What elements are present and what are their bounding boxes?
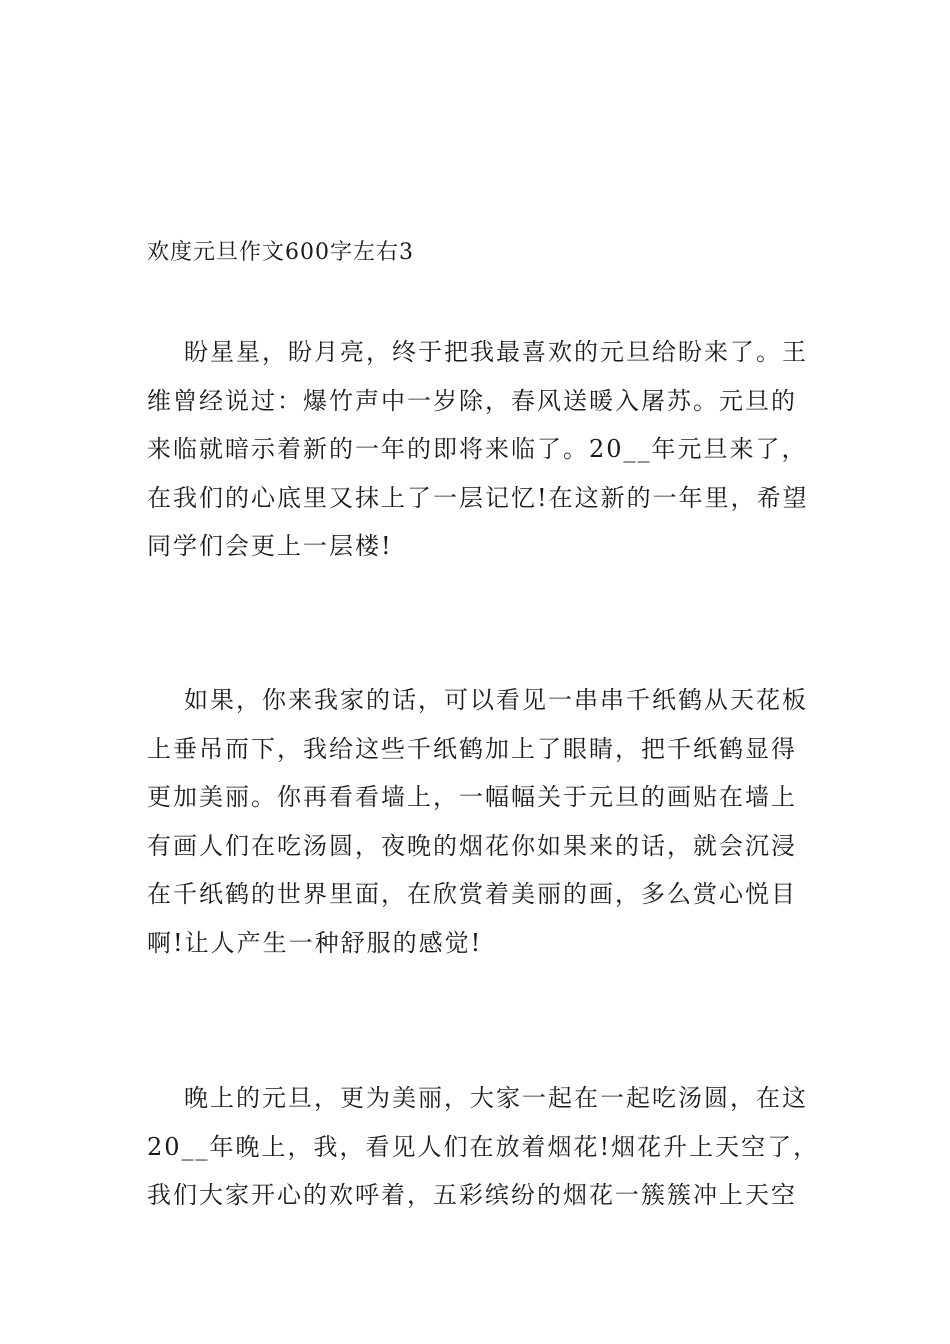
paragraph-line: 盼星星，盼月亮，终于把我最喜欢的元旦给盼来了。王 — [184, 338, 808, 366]
paragraph-line: 同学们会更上一层楼! — [147, 532, 393, 561]
paragraph-line: 我们大家开心的欢呼着，五彩缤纷的烟花一簇簇冲上天空 — [147, 1181, 797, 1210]
paragraph-line: 更加美丽。你再看看墙上，一幅幅关于元旦的画贴在墙上 — [147, 783, 797, 812]
paragraph-line: 在我们的心底里又抹上了一层记忆!在这新的一年里，希望 — [147, 483, 809, 512]
paragraph-line: 在千纸鹤的世界里面，在欣赏着美丽的画，多么赏心悦目 — [147, 880, 797, 909]
paragraph-line: 晚上的元旦，更为美丽，大家一起在一起吃汤圆，在这 — [184, 1084, 808, 1112]
document-title: 欢度元旦作文600字左右3 — [147, 240, 414, 265]
paragraph-2 — [147, 676, 807, 968]
paragraph-line: 维曾经说过：爆竹声中一岁除，春风送暖入屠苏。元旦的 — [147, 386, 797, 415]
paragraph-line: 啊!让人产生一种舒服的感觉! — [147, 928, 483, 957]
paragraph-line: 有画人们在吃汤圆，夜晚的烟花你如果来的话，就会沉浸 — [147, 831, 797, 860]
paragraph-line: 来临就暗示着新的一年的即将来临了。20__年元旦来了， — [147, 435, 808, 464]
paragraph-1 — [147, 328, 807, 571]
paragraph-line: 20__年晚上，我，看见人们在放着烟花!烟花升上天空了， — [147, 1132, 820, 1161]
paragraph-3 — [147, 1074, 820, 1220]
paragraph-line: 如果，你来我家的话，可以看见一串串千纸鹤从天花板 — [184, 686, 808, 714]
paragraph-line: 上垂吊而下，我给这些千纸鹤加上了眼睛，把千纸鹤显得 — [147, 734, 797, 763]
